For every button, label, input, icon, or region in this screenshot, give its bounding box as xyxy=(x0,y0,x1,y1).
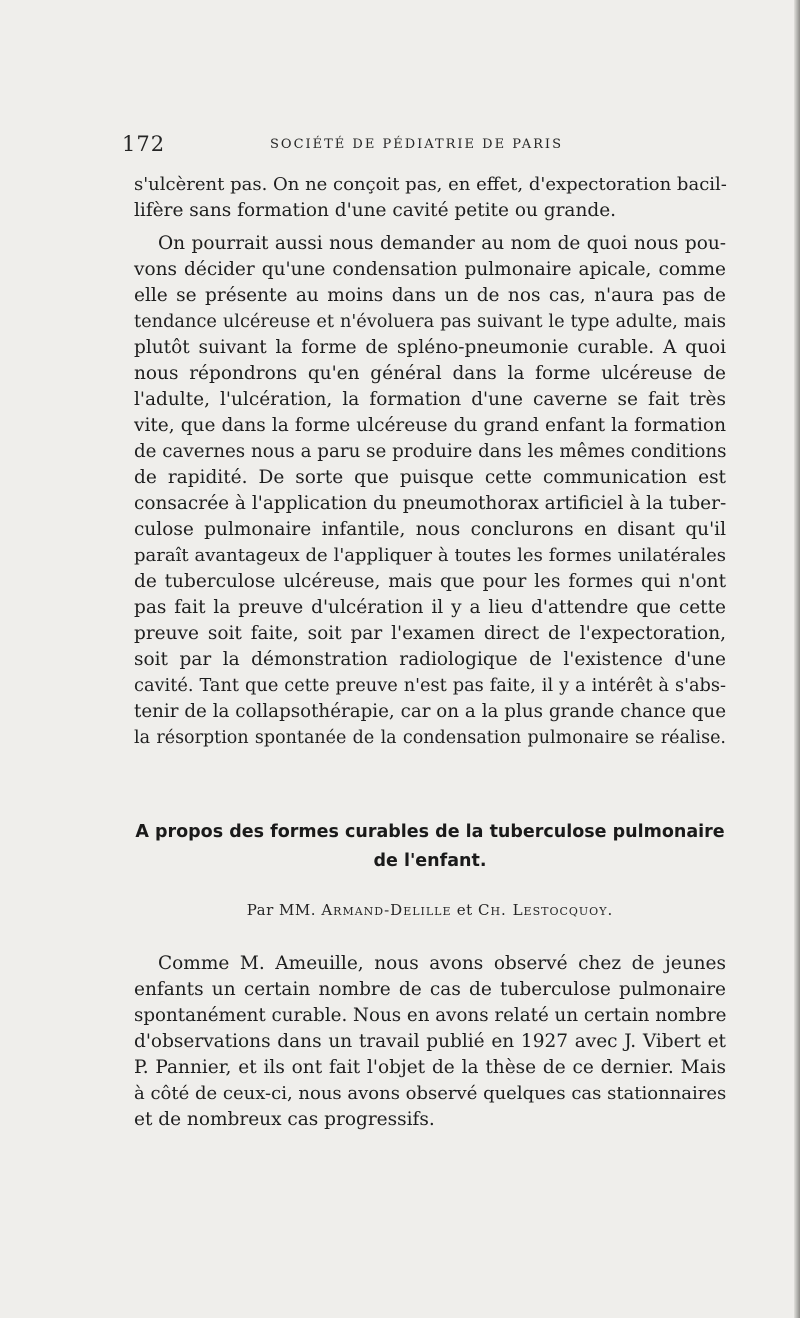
paragraph-line: cavité. Tant que cette preuve n'est pas faite, il y a intérêt à s'abs- xyxy=(134,676,726,696)
paragraph-line: pas fait la preuve d'ulcération il y a lieu d'attendre que cette xyxy=(134,597,726,618)
paragraph-line: Comme M. Ameuille, nous avons observé chez de jeunes xyxy=(158,953,726,974)
paragraph-line: nous répondrons qu'en général dans la forme ulcéreuse de xyxy=(134,363,726,384)
authors-line xyxy=(134,898,726,922)
paragraph-line: preuve soit faite, soit par l'examen direct de l'expectoration, xyxy=(134,623,726,644)
paragraph-line: de cavernes nous a paru se produire dans les mêmes conditions xyxy=(134,441,727,462)
paragraph-line: spontanément curable. Nous en avons relaté un certain nombre xyxy=(134,1005,727,1026)
paragraph-line: plutôt suivant la forme de spléno-pneumonie curable. A quoi xyxy=(134,337,726,358)
paragraph-line: culose pulmonaire infantile, nous conclurons en disant qu'il xyxy=(134,519,726,540)
paragraph-line: paraît avantageux de l'appliquer à toutes les formes unilatérales xyxy=(134,545,726,566)
paragraph-line: elle se présente au moins dans un de nos cas, n'aura pas de xyxy=(134,285,726,306)
author-name: Armand-Delille xyxy=(321,901,452,919)
authors-conjunction: et xyxy=(456,901,473,919)
paragraph-line: s'ulcèrent pas. On ne conçoit pas, en effet, d'expectoration bacil- xyxy=(134,174,727,195)
paragraph-line: de rapidité. De sorte que puisque cette communication est xyxy=(134,467,726,488)
running-head: SOCIÉTÉ DE PÉDIATRIE DE PARIS xyxy=(270,137,563,152)
paragraph-line: à côté de ceux-ci, nous avons observé quelques cas stationnaires xyxy=(134,1083,727,1104)
paragraph-line: l'adulte, l'ulcération, la formation d'une caverne se fait très xyxy=(134,389,726,410)
section-title-line-2: de l'enfant. xyxy=(373,851,487,871)
paragraph-line: tendance ulcéreuse et n'évoluera pas suivant le type adulte, mais xyxy=(134,312,726,332)
paragraph-line: enfants un certain nombre de cas de tuberculose pulmonaire xyxy=(134,979,726,1000)
paragraph-line: On pourrait aussi nous demander au nom de quoi nous pou- xyxy=(158,233,726,254)
paragraph-line: la résorption spontanée de la condensation pulmonaire se réalise. xyxy=(134,728,726,748)
paragraph-line: tenir de la collapsothérapie, car on a la plus grande chance que xyxy=(134,701,726,722)
page-number: 172 xyxy=(122,132,166,156)
paragraph-line: d'observations dans un travail publié en 1927 avec J. Vibert et xyxy=(134,1031,726,1052)
section-title-line-1: A propos des formes curables de la tuberculose pulmonaire xyxy=(135,822,725,842)
paragraph-line: lifère sans formation d'une cavité petite ou grande. xyxy=(134,200,617,221)
author-name: Ch. Lestocquoy. xyxy=(477,901,614,919)
paragraph-line: consacrée à l'application du pneumothorax artificiel à la tuber- xyxy=(134,493,727,514)
authors-prefix: Par MM. xyxy=(246,901,317,919)
page-header xyxy=(122,132,726,158)
paragraph-line: P. Pannier, et ils ont fait l'objet de la thèse de ce dernier. Mais xyxy=(134,1057,726,1078)
page-edge-shadow xyxy=(794,0,800,1318)
paragraph-line: de tuberculose ulcéreuse, mais que pour les formes qui n'ont xyxy=(134,571,726,592)
paragraph-line: vons décider qu'une condensation pulmonaire apicale, comme xyxy=(134,259,726,280)
paragraph-line: vite, que dans la forme ulcéreuse du grand enfant la formation xyxy=(134,415,726,436)
paragraph-line: et de nombreux cas progressifs. xyxy=(134,1109,435,1130)
paragraph-line: soit par la démonstration radiologique de l'existence d'une xyxy=(134,649,726,670)
